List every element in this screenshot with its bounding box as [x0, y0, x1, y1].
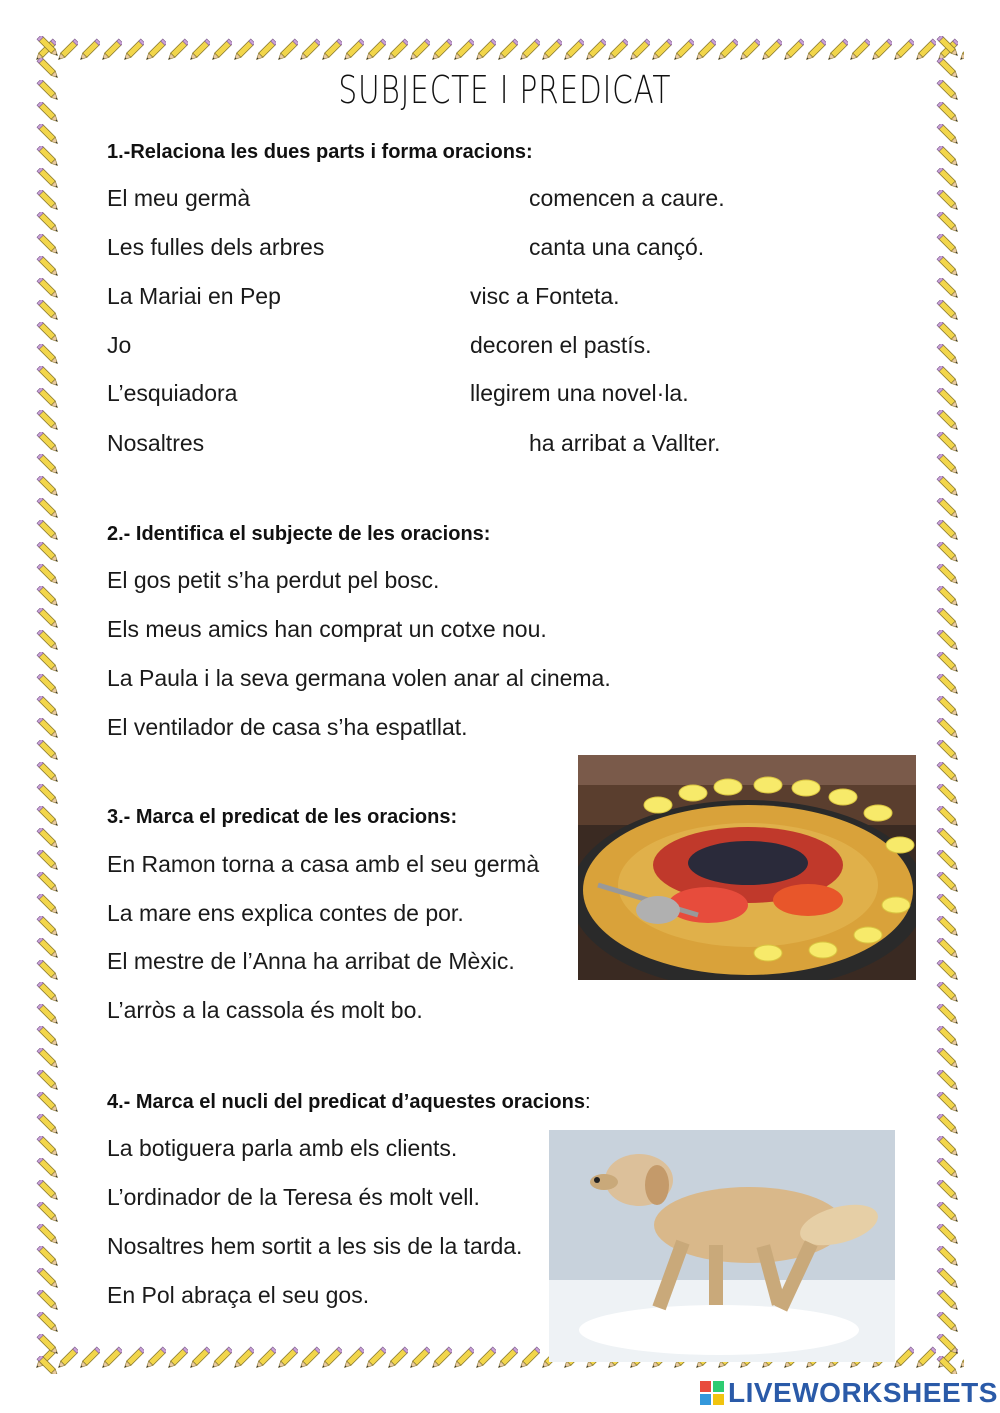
sentence-line[interactable]: L’ordinador de la Teresa és molt vell. [107, 1184, 480, 1210]
match-right-item[interactable]: decoren el pastís. [470, 332, 652, 358]
pencil-border-top [34, 36, 964, 66]
section-4-heading-colon: : [584, 1091, 591, 1113]
dog-photo [549, 1130, 895, 1362]
sentence-line[interactable]: Els meus amics han comprat un cotxe nou. [107, 616, 547, 642]
match-right-item[interactable]: comencen a caure. [529, 185, 725, 211]
sentence-line[interactable]: La Paula i la seva germana volen anar al cinema. [107, 665, 611, 691]
paella-photo [578, 755, 916, 980]
match-left-item[interactable]: El meu germà [107, 185, 251, 211]
liveworksheets-logo-text: LIVEWORKSHEETS [728, 1377, 998, 1408]
match-right-item[interactable]: canta una cançó. [529, 234, 705, 260]
pencil-border-left [34, 36, 64, 1374]
sentence-line[interactable]: En Pol abraça el seu gos. [107, 1282, 370, 1308]
match-left-item[interactable]: Les fulles dels arbres [107, 234, 325, 260]
sentence-line[interactable]: En Ramon torna a casa amb el seu germà [107, 851, 540, 877]
sentence-line[interactable]: Nosaltres hem sortit a les sis de la tarda. [107, 1233, 523, 1259]
match-right-item[interactable]: llegirem una novel·la. [470, 380, 689, 406]
match-right-item[interactable]: visc a Fonteta. [470, 283, 620, 309]
pencil-border-right [934, 36, 964, 1374]
section-4-heading [107, 1091, 591, 1114]
match-left-item[interactable]: Jo [107, 332, 132, 358]
sentence-line[interactable]: La botiguera parla amb els clients. [107, 1135, 458, 1161]
match-left-item[interactable]: La Mariai en Pep [107, 283, 281, 309]
sentence-line[interactable]: La mare ens explica contes de por. [107, 900, 464, 926]
page-title: SUBJECTE I PREDICAT [338, 68, 672, 112]
sentence-line[interactable]: L’arròs a la cassola és molt bo. [107, 997, 423, 1023]
sentence-line[interactable]: El ventilador de casa s’ha espatllat. [107, 714, 468, 740]
section-3-heading: 3.- Marca el predicat de les oracions: [107, 806, 458, 828]
liveworksheets-logo [700, 1378, 998, 1408]
section-1-heading: 1.-Relaciona les dues parts i forma oracions: [107, 141, 533, 163]
sentence-line[interactable]: El mestre de l’Anna ha arribat de Mèxic. [107, 948, 515, 974]
section-2-heading: 2.- Identifica el subjecte de les oracions: [107, 523, 491, 545]
liveworksheets-logo-icon [700, 1381, 724, 1405]
match-left-item[interactable]: L’esquiadora [107, 380, 238, 406]
section-4-heading-text: 4.- Marca el nucli del predicat d’aquestes oracions [107, 1091, 585, 1113]
match-right-item[interactable]: ha arribat a Vallter. [529, 430, 721, 456]
sentence-line[interactable]: El gos petit s’ha perdut pel bosc. [107, 567, 440, 593]
match-left-item[interactable]: Nosaltres [107, 430, 205, 456]
